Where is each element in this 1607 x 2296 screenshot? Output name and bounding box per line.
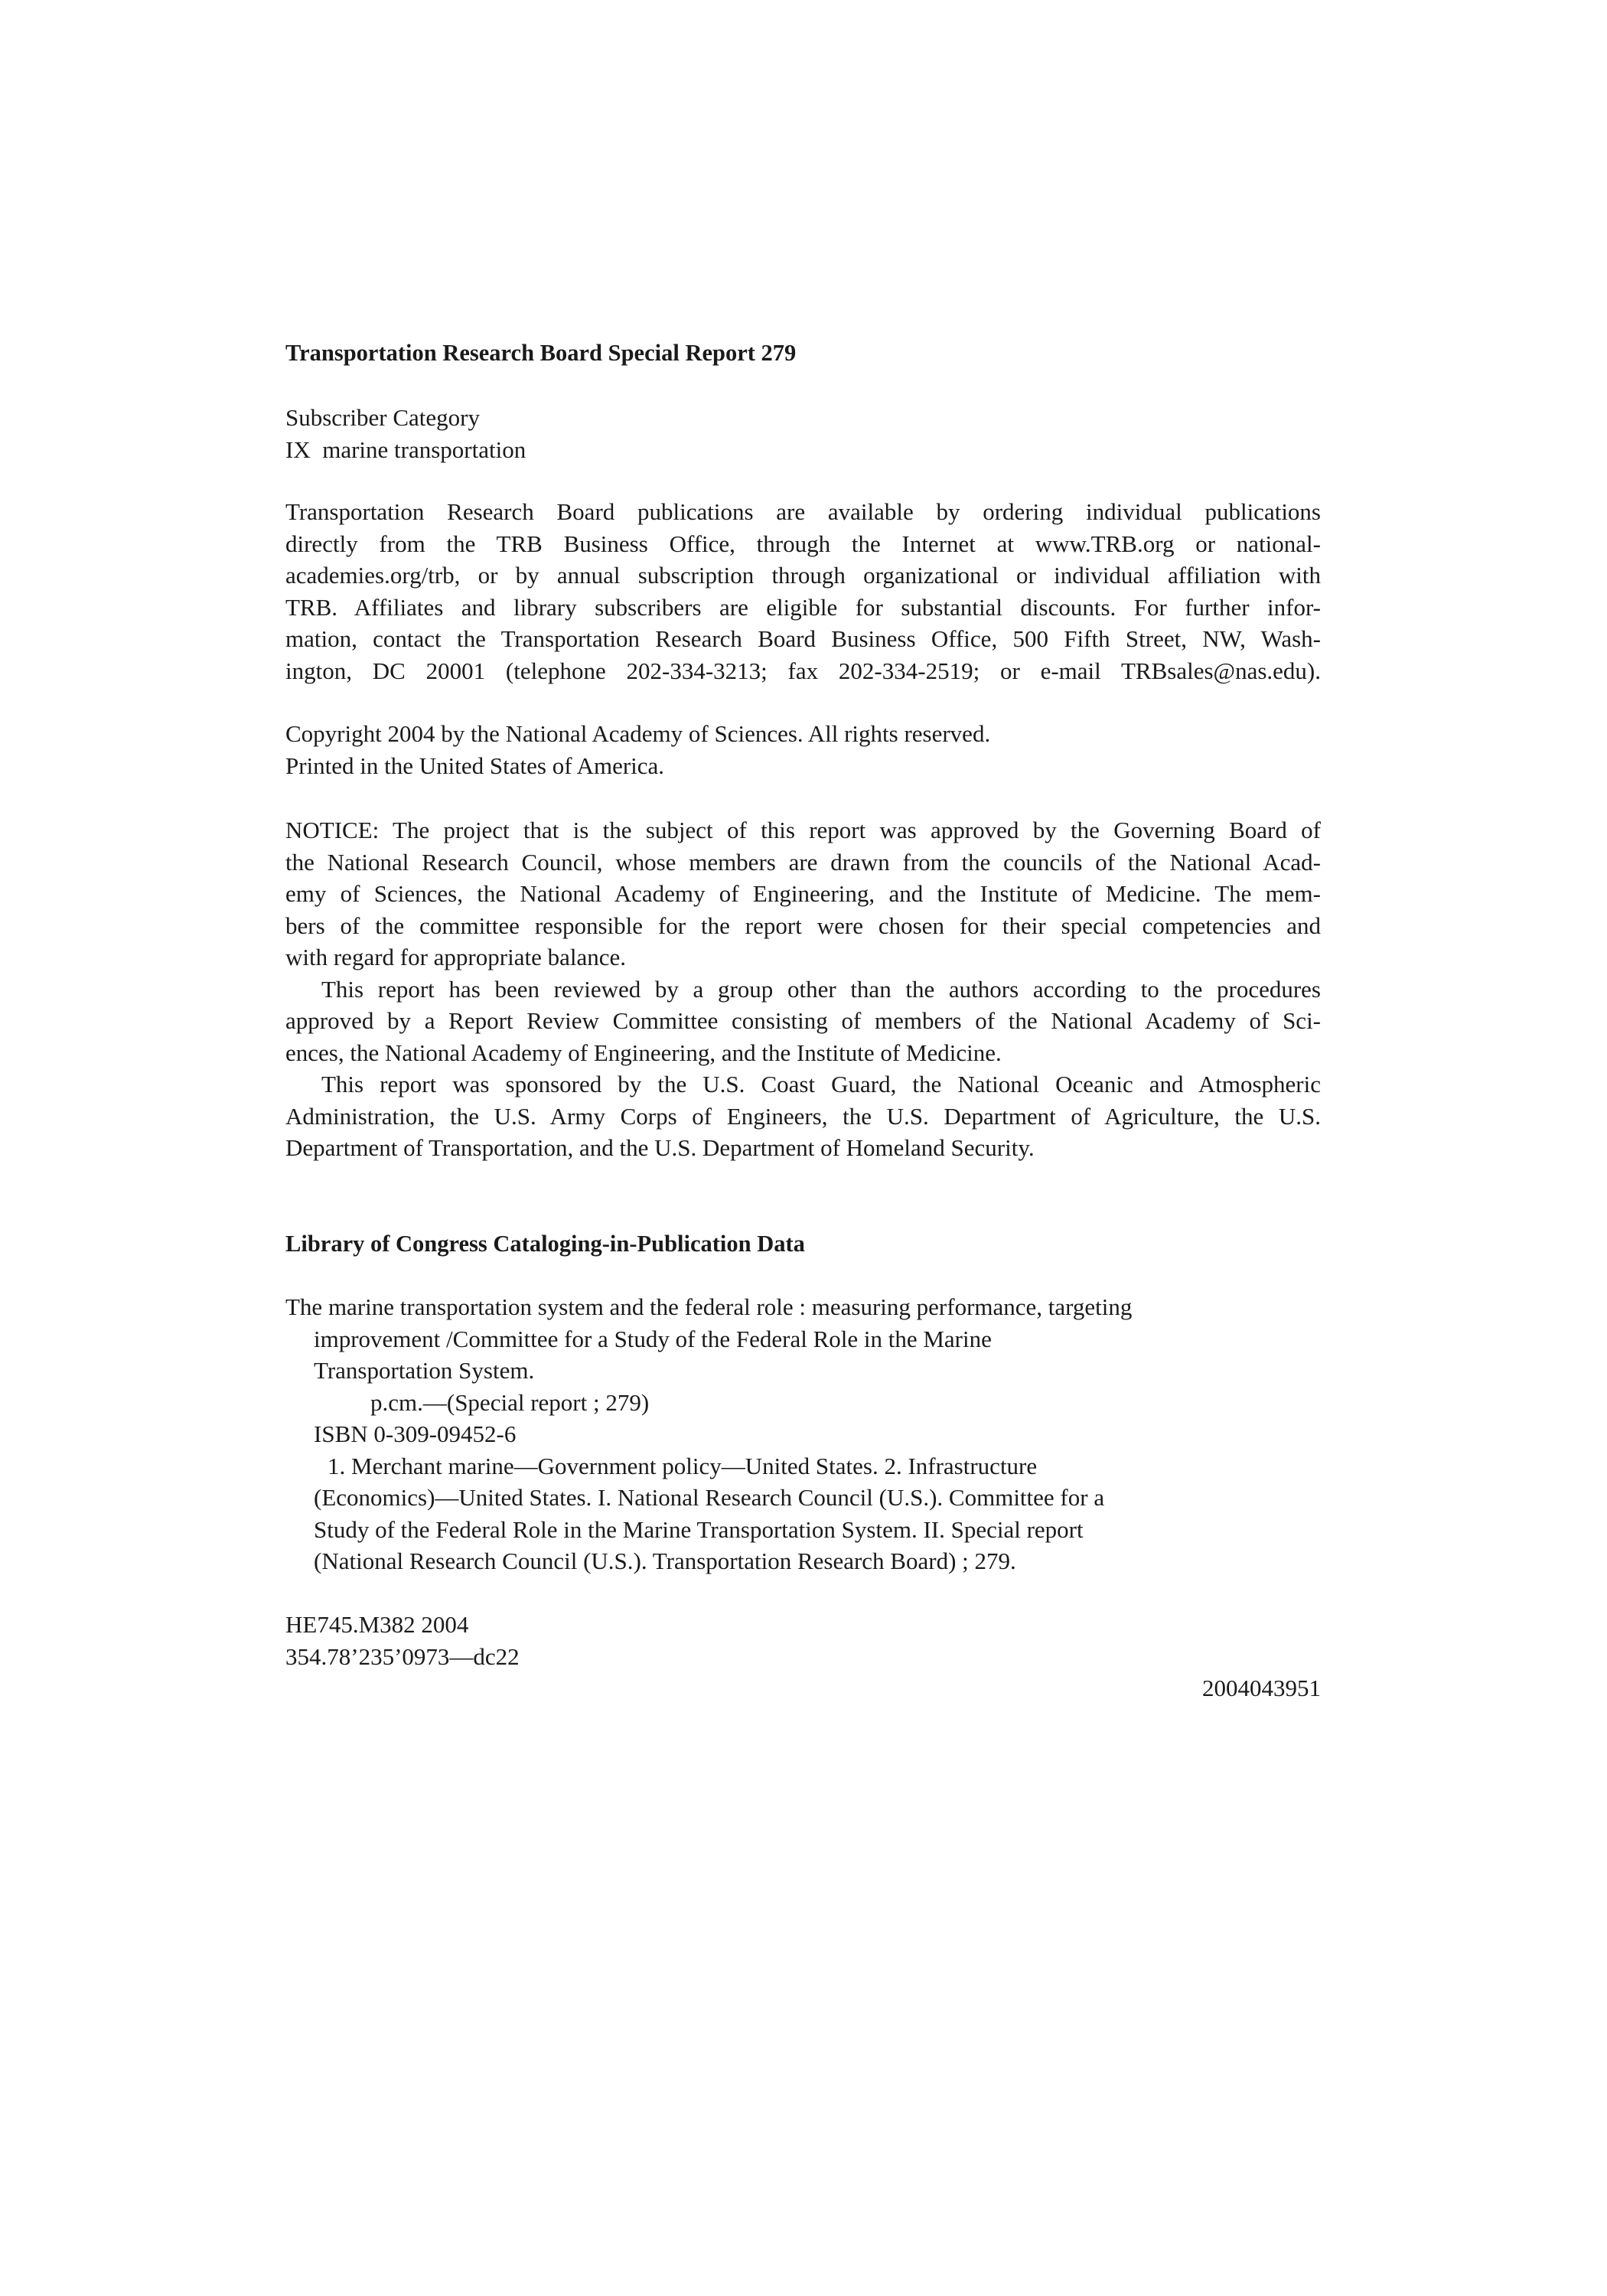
notice-line: the National Research Council, whose members are drawn from the councils of the National Acad- <box>285 848 1321 876</box>
cip-title-line: The marine transportation system and the federal role : measuring performance, targeting <box>285 1293 1133 1320</box>
availability-line: directly from the TRB Business Office, through the Internet at www.TRB.org or national- <box>285 530 1321 557</box>
notice-block <box>285 814 1321 1164</box>
cip-subject-line: Study of the Federal Role in the Marine Transportation System. II. Special report <box>314 1515 1084 1543</box>
notice-line: NOTICE: The project that is the subject of this report was approved by the Governing Board of <box>285 817 1321 843</box>
printed-line: Printed in the United States of America. <box>285 752 665 779</box>
cip-heading-block <box>285 1228 1321 1261</box>
cip-subject-line: 1. Merchant marine—Government policy—United States. 2. Infrastructure <box>328 1452 1038 1479</box>
review-line: ences, the National Academy of Engineering, and the Institute of Medicine. <box>285 1039 1002 1066</box>
lc-call-number: HE745.M382 2004 <box>285 1611 469 1638</box>
cip-subject-line: (National Research Council (U.S.). Transportation Research Board) ; 279. <box>314 1548 1016 1574</box>
cip-title-line: Transportation System. <box>314 1357 535 1384</box>
lccn: 2004043951 <box>1202 1675 1321 1701</box>
cip-title-line: improvement /Committee for a Study of the Federal Role in the Marine <box>314 1325 992 1352</box>
notice-line: bers of the committee responsible for the report were chosen for their special competencies and <box>285 912 1321 939</box>
sponsor-line: This report was sponsored by the U.S. Coast Guard, the National Oceanic and Atmospheric <box>321 1071 1321 1097</box>
sponsor-line: Department of Transportation, and the U.S. Department of Homeland Security. <box>285 1134 1035 1161</box>
sponsor-line: Administration, the U.S. Army Corps of Engineers, the U.S. Department of Agriculture, the U.S. <box>285 1102 1321 1130</box>
copyright-block <box>285 718 1321 781</box>
availability-line: mation, contact the Transportation Research Board Business Office, 500 Fifth Street, NW, Wash- <box>285 625 1321 652</box>
report-title-block <box>285 338 1321 370</box>
subscriber-block <box>285 402 1321 465</box>
availability-line: TRB. Affiliates and library subscribers are eligible for substantial discounts. For further infor- <box>285 593 1321 621</box>
review-line: This report has been reviewed by a group other than the authors according to the procedures <box>321 975 1321 1003</box>
cip-pcm: p.cm.—(Special report ; 279) <box>370 1388 650 1416</box>
availability-line: ington, DC 20001 (telephone 202-334-3213; fax 202-334-2519; or e-mail TRBsales@nas.edu). <box>285 657 1321 684</box>
cip-subject-line: (Economics)—United States. I. National Research Council (U.S.). Committee for a <box>314 1484 1105 1511</box>
dewey-number: 354.78’235’0973—dc22 <box>285 1642 520 1670</box>
review-line: approved by a Report Review Committee consisting of members of the National Academy of Sci- <box>285 1007 1321 1034</box>
copyright-line: Copyright 2004 by the National Academy of Sciences. All rights reserved. <box>285 720 991 747</box>
notice-line: emy of Sciences, the National Academy of Engineering, and the Institute of Medicine. The mem- <box>285 880 1321 907</box>
availability-line: Transportation Research Board publications are available by ordering individual publications <box>285 498 1321 525</box>
call-number-block <box>285 1609 1321 1704</box>
cip-data-block <box>285 1291 1321 1577</box>
availability-paragraph <box>285 496 1321 687</box>
availability-line: academies.org/trb, or by annual subscription through organizational or individual affiliation with <box>285 562 1321 589</box>
cip-isbn: ISBN 0-309-09452-6 <box>314 1420 517 1447</box>
subscriber-label: Subscriber Category <box>285 404 480 431</box>
cip-heading: Library of Congress Cataloging-in-Publication Data <box>285 1231 805 1257</box>
report-title: Transportation Research Board Special Report 279 <box>285 340 797 366</box>
subscriber-category: IX marine transportation <box>285 435 526 463</box>
notice-line: with regard for appropriate balance. <box>285 944 626 970</box>
